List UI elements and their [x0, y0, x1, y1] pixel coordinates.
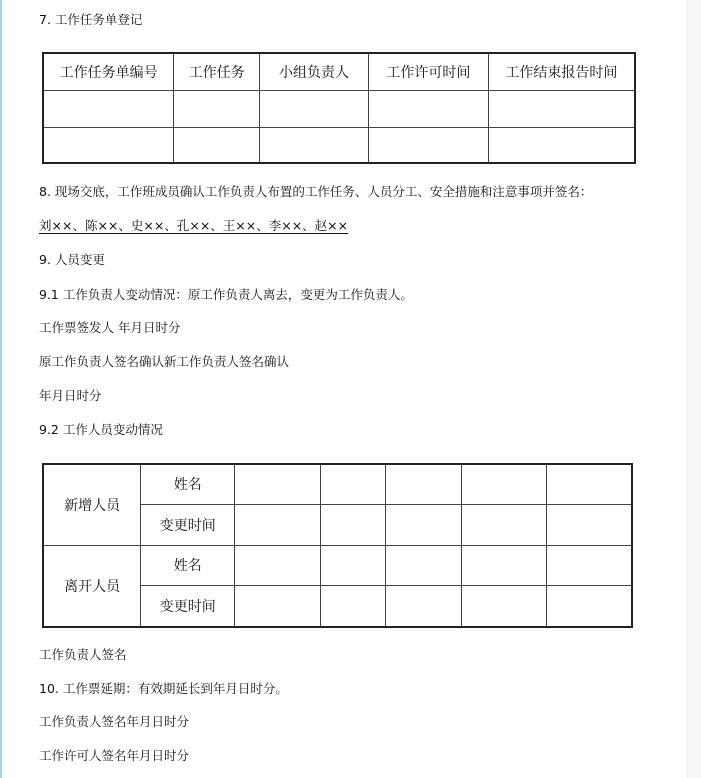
cell [321, 545, 386, 585]
header-task-number: 工作任务单编号 [43, 53, 174, 90]
cell [174, 90, 260, 127]
permitter-sign-datetime: 工作许可人签名年月日时分 [39, 748, 190, 763]
section-9-2-heading: 9.2 工作人员变动情况 [39, 422, 163, 437]
section-9-heading: 9. 人员变更 [39, 252, 105, 267]
cell [546, 585, 632, 627]
issuer-line: 工作票签发人 年月日时分 [39, 320, 181, 335]
departed-personnel-label: 离开人员 [43, 545, 141, 627]
cell [368, 127, 488, 163]
work-task-table [42, 52, 636, 164]
name-label: 姓名 [141, 545, 235, 585]
cell [321, 504, 386, 545]
cell [385, 545, 461, 585]
cell [260, 127, 369, 163]
cell [43, 127, 174, 163]
left-border [0, 0, 2, 778]
cell [488, 90, 635, 127]
header-task: 工作任务 [174, 53, 260, 90]
change-time-label: 变更时间 [141, 504, 235, 545]
cell [546, 504, 632, 545]
cell [235, 464, 321, 504]
leader-confirm-line: 原工作负责人签名确认新工作负责人签名确认 [39, 354, 290, 369]
cell [461, 545, 546, 585]
cell [461, 504, 546, 545]
personnel-change-table [42, 463, 633, 628]
cell [260, 90, 369, 127]
change-time-label: 变更时间 [141, 585, 235, 627]
cell [461, 464, 546, 504]
section-9-1-text: 9.1 工作负责人变动情况：原工作负责人离去，变更为工作负责人。 [39, 287, 413, 302]
cell [235, 504, 321, 545]
cell [385, 464, 461, 504]
cell [385, 504, 461, 545]
cell [546, 545, 632, 585]
section-8-text: 8. 现场交底，工作班成员确认工作负责人布置的工作任务、人员分工、安全措施和注意事项并签名： [39, 184, 593, 199]
cell [321, 464, 386, 504]
cell [546, 464, 632, 504]
header-end-report-time: 工作结束报告时间 [488, 53, 635, 90]
leader-signature-line: 工作负责人签名 [39, 647, 127, 662]
leader-sign-datetime: 工作负责人签名年月日时分 [39, 714, 190, 729]
name-label: 姓名 [141, 464, 235, 504]
added-personnel-label: 新增人员 [43, 464, 141, 545]
section-10-text: 10. 工作票延期：有效期延长到年月日时分。 [39, 681, 288, 696]
cell [321, 585, 386, 627]
section-7-heading: 7. 工作任务单登记 [39, 12, 143, 27]
header-group-leader: 小组负责人 [260, 53, 369, 90]
datetime-line: 年月日时分 [39, 388, 102, 403]
cell [368, 90, 488, 127]
scrollbar-track[interactable] [687, 0, 701, 778]
cell [461, 585, 546, 627]
header-permit-time: 工作许可时间 [368, 53, 488, 90]
cell [488, 127, 635, 163]
cell [235, 545, 321, 585]
cell [235, 585, 321, 627]
signature-names: 刘××、陈××、史××、孔××、王××、李××、赵×× [39, 218, 349, 233]
cell [385, 585, 461, 627]
cell [43, 90, 174, 127]
cell [174, 127, 260, 163]
